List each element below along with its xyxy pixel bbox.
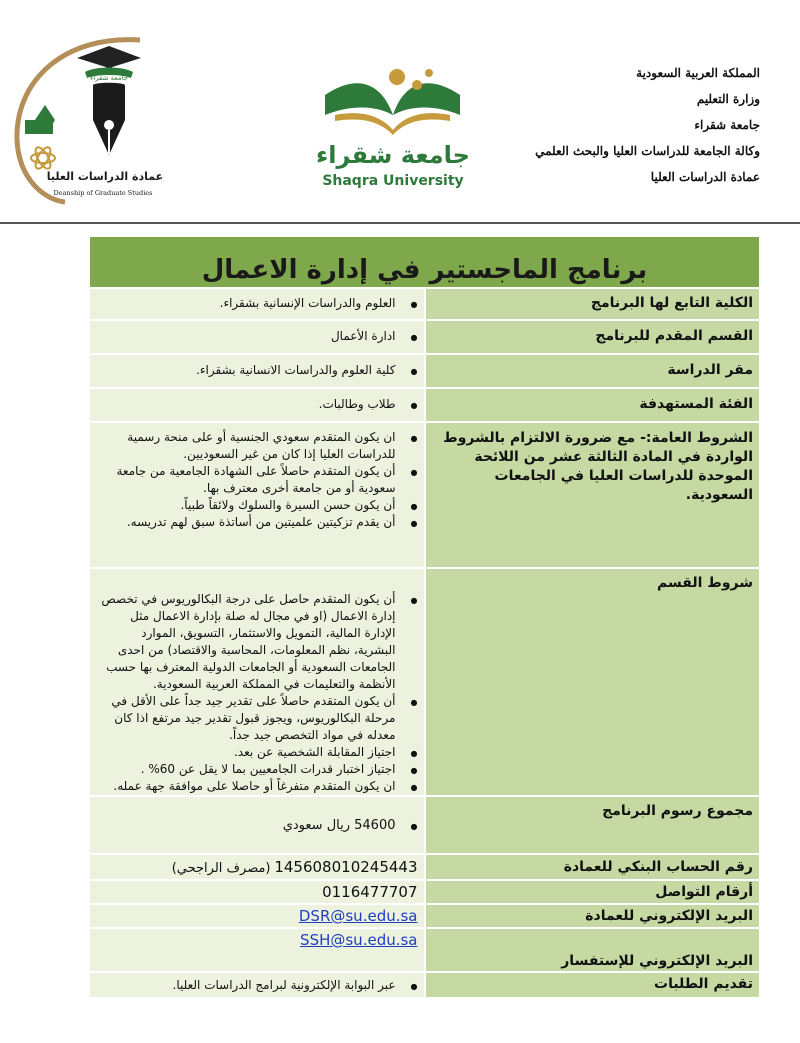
list-item: ● اجتياز اختبار قدرات الجامعيين بما لا يقل عن 60% . — [96, 761, 396, 778]
phone-number: 0116477707 — [322, 883, 418, 901]
table-row — [89, 354, 760, 388]
email-inquiry-value — [89, 928, 425, 972]
bank-number: 145608010245443 — [274, 858, 418, 876]
apply-label: تقديم الطلبات — [425, 972, 761, 998]
list-item: ● العلوم والدراسات الإنسانية بشقراء. — [96, 295, 396, 312]
list-item: ● 54600 ريال سعودي — [96, 817, 396, 834]
list-item: ● اجتياز المقابلة الشخصية عن بعد. — [96, 744, 396, 761]
row-value — [89, 568, 425, 796]
svg-text:عمادة الدراسات العليا: عمادة الدراسات العليا — [46, 170, 164, 183]
vice-agency-name: وكالة الجامعة للدراسات العليا والبحث العلمي — [535, 144, 760, 158]
university-logo — [305, 55, 480, 195]
table-row — [89, 904, 760, 928]
list-item: ● أن يقدم تزكيتين علميتين من أساتذة سبق لهم تدريسه. — [96, 514, 396, 531]
title-row — [89, 236, 760, 288]
program-table — [88, 235, 761, 999]
row-label: القسم المقدم للبرنامج — [425, 320, 761, 354]
svg-text:جامعة شقراء: جامعة شقراء — [316, 141, 470, 169]
row-value — [89, 288, 425, 320]
email-deanship-value — [89, 904, 425, 928]
list-item: ● طلاب وطالبات. — [96, 396, 396, 413]
letterhead — [0, 0, 800, 222]
list-item: ● عبر البوابة الإلكترونية لبرامج الدراسات العليا. — [96, 977, 396, 994]
header-divider — [0, 222, 800, 224]
svg-text:جامعة شقراء: جامعة شقراء — [89, 74, 129, 82]
row-value — [89, 796, 425, 854]
row-label: مجموع رسوم البرنامج — [425, 796, 761, 854]
list-item: ● أن يكون المتقدم حاصلاً على تقدير جيد جداً على الأقل في مرحلة البكالوريوس، ويجوز قبول تقدير جيد مرتفع اذا كان معدله في مواد التخصص جيد جداً. — [96, 693, 396, 744]
kingdom-name: المملكة العربية السعودية — [636, 66, 760, 80]
list-item: ● ادارة الأعمال — [96, 328, 396, 345]
university-name: جامعة شقراء — [694, 118, 760, 132]
table-row — [89, 288, 760, 320]
phone-label: أرقام التواصل — [425, 880, 761, 904]
email-inquiry-link[interactable]: SSH@su.edu.sa — [300, 931, 418, 949]
row-label: مقر الدراسة — [425, 354, 761, 388]
table-row — [89, 972, 760, 998]
ministry-name: وزارة التعليم — [696, 92, 760, 106]
government-header — [460, 60, 760, 190]
deanship-name: عمادة الدراسات العليا — [650, 170, 760, 184]
table-row — [89, 880, 760, 904]
row-value — [89, 320, 425, 354]
table-row — [89, 928, 760, 972]
list-item: ● أن يكون حسن السيرة والسلوك ولائقاً طبياً. — [96, 497, 396, 514]
bank-account — [89, 854, 425, 880]
list-item: ● كلية العلوم والدراسات الانسانية بشقراء. — [96, 362, 396, 379]
svg-text:Deanship of Graduate Studies: Deanship of Graduate Studies — [53, 189, 153, 197]
table-row — [89, 320, 760, 354]
list-item: ● أن يكون المتقدم حاصل على درجة البكالوريوس في تخصص إدارة الاعمال (او في مجال له صلة بإدارة الاعمال مثل الإدارة المالية، التمويل والاستثمار، التسويق، الموارد البشرية، نظم المعلومات، المحاسبة والاقتصاد) من احدى الجامعات السعودية أو الجامعات الدولية المعترف بها حسب الأنظمة والتعليمات في المملكة العربية السعودية. — [96, 591, 396, 693]
svg-text:Shaqra University: Shaqra University — [322, 173, 464, 189]
row-value — [89, 422, 425, 568]
deanship-logo — [5, 30, 165, 205]
row-value — [89, 388, 425, 422]
table-row — [89, 854, 760, 880]
table-row — [89, 568, 760, 796]
row-label: شروط القسم — [425, 568, 761, 796]
table-row — [89, 796, 760, 854]
list-item: ● ان يكون المتقدم متفرغاً أو حاصلا على موافقة جهة عمله. — [96, 778, 396, 795]
apply-value — [89, 972, 425, 998]
email-deanship-label: البريد الإلكتروني للعمادة — [425, 904, 761, 928]
row-label: الكلية التابع لها البرنامج — [425, 288, 761, 320]
row-label: الشروط العامة:- مع ضرورة الالتزام بالشروط الواردة في المادة الثالثة عشر من اللائحة الموحدة للدراسات العليا في الجامعات السعودية. — [425, 422, 761, 568]
phone-value — [89, 880, 425, 904]
row-label: الفئة المستهدفة — [425, 388, 761, 422]
list-item: ● أن يكون المتقدم حاصلاً على الشهادة الجامعية من جامعة سعودية أو من جامعة أخرى معترف بها. — [96, 463, 396, 497]
email-inquiry-label: البريد الإلكتروني للإستفسار — [425, 928, 761, 972]
table-row — [89, 422, 760, 568]
table-row — [89, 388, 760, 422]
bank-name: (مصرف الراجحي) — [171, 861, 271, 876]
row-value — [89, 354, 425, 388]
bank-label: رقم الحساب البنكي للعمادة — [425, 854, 761, 880]
program-title: برنامج الماجستير في إدارة الاعمال — [89, 236, 760, 288]
email-deanship-link[interactable]: DSR@su.edu.sa — [298, 907, 418, 925]
list-item: ● ان يكون المتقدم سعودي الجنسية أو على منحة رسمية للدراسات العليا إذا كان من غير السعوديين. — [96, 429, 396, 463]
